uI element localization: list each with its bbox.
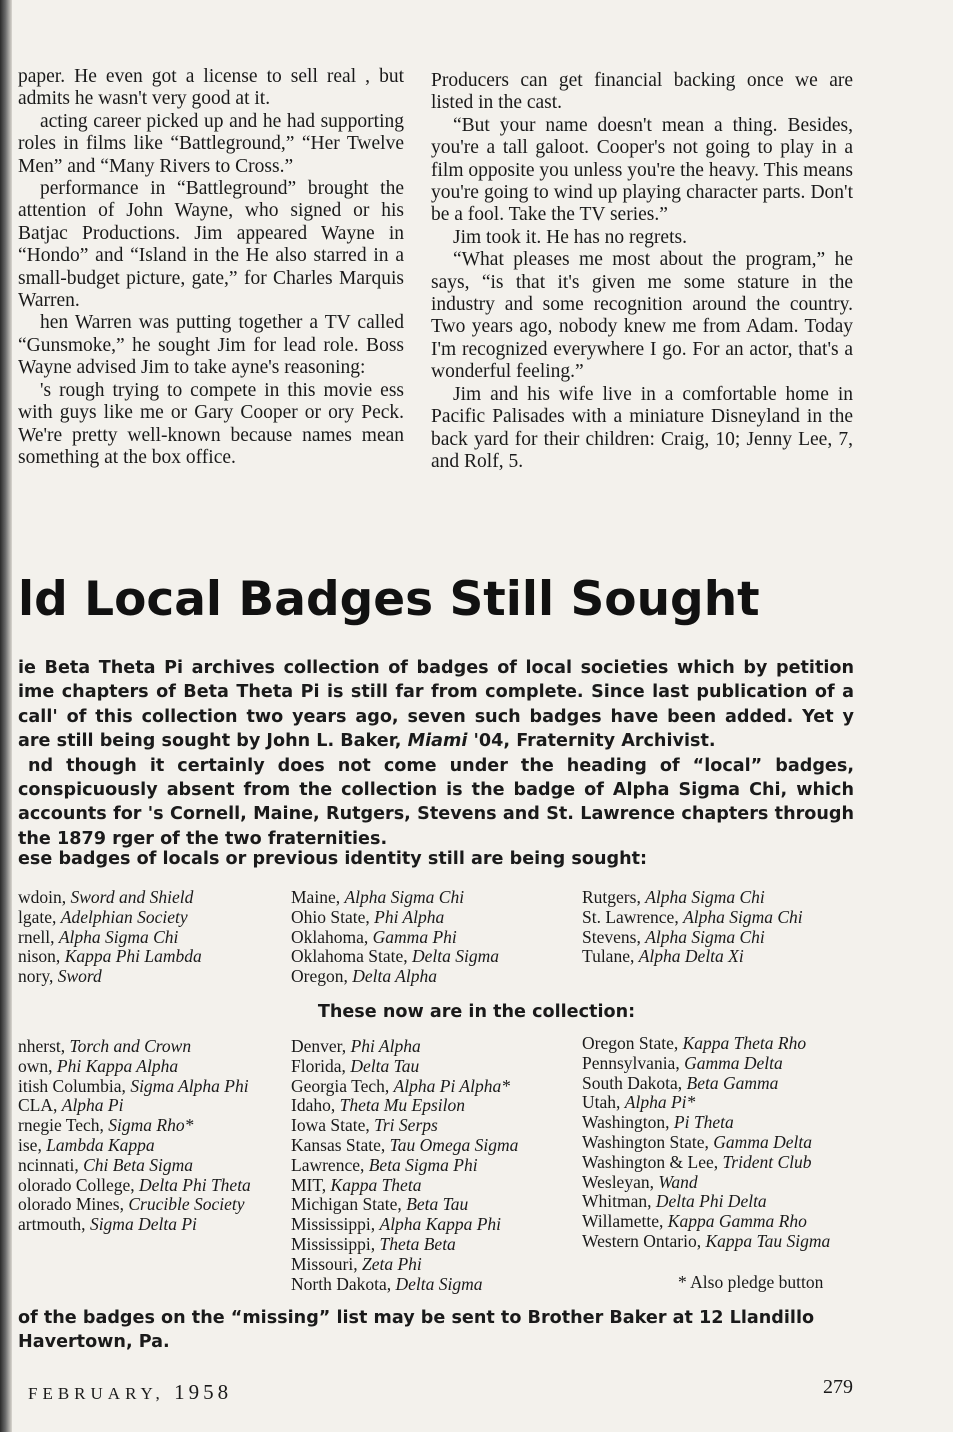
list-item-society: Alpha Pi [61,1095,124,1116]
list-item-society: Phi Alpha [350,1036,421,1056]
list-item-school: MIT, [291,1174,331,1195]
list-item-society: Tau Omega Sigma [389,1134,519,1155]
list-item-society: Alpha Sigma Chi [645,887,765,907]
list-item-society: Pi Theta [673,1112,734,1133]
list-item [18,1195,286,1215]
list-item [18,947,278,967]
list-item [18,1057,286,1077]
list-item-school: Utah, [582,1092,625,1113]
list-item [291,1195,576,1215]
article-paragraph: “What pleases me most about the program,” he says, “is that it's given me some stature in the industry and some recognition around the country. Two years ago, nobody knew me from Adam. Today I'm recognized everywhere I go. For an actor, that's a wonderful feeling.” [431,249,853,383]
list-item [582,888,852,908]
list-item [291,1156,576,1176]
article-paragraph: paper. He even got a license to sell real , but admits he wasn't very good at it. [18,66,404,110]
list-item-society: Theta Mu Epsilon [339,1095,466,1116]
list-item-school: itish Columbia, [18,1075,131,1096]
collection-list-column [291,1037,576,1294]
list-item [291,1255,576,1275]
closing-note: of the badges on the “missing” list may be sent to Brother Baker at 12 Llandillo Havertown, Pa. [18,1308,815,1353]
list-item-school: Oklahoma, [291,926,373,947]
list-item-society: Sword and Shield [70,887,194,907]
list-item-society: Lambda Kappa [46,1134,155,1155]
list-item [291,928,571,948]
article-right-column [431,70,853,473]
list-item-school: Washington, [582,1112,674,1133]
list-item [18,1096,286,1116]
list-item-society: Delta Sigma [395,1273,483,1294]
intro-text: '04, Fraternity Archivist. [467,731,716,752]
list-item-society: Kappa Theta Rho [682,1033,807,1053]
article-paragraph: 's rough trying to compete in this movie ess with guys like me or Gary Cooper or ory Peck. We're pretty well-known because names mean something at the box office. [18,379,404,468]
list-item-society: Alpha Pi Alpha* [393,1075,510,1096]
list-item-school: Idaho, [291,1095,340,1116]
list-item-school: Willamette, [582,1211,668,1232]
list-item-society: Sigma Delta Pi [89,1214,197,1235]
article-paragraph: Producers can get financial backing once we are listed in the cast. [431,70,853,114]
sought-list-column [18,888,278,987]
list-item-society: Chi Beta Sigma [83,1154,193,1175]
list-item-school: Rutgers, [582,887,646,907]
list-item-school: nherst, [18,1036,70,1056]
list-item-society: Kappa Theta [330,1174,422,1195]
list-item [582,1034,852,1054]
list-item-school: Kansas State, [291,1134,390,1155]
list-item [582,1192,852,1212]
article-headline: ld Local Badges Still Sought [18,572,760,627]
list-item-school: Michigan State, [291,1194,407,1215]
badges-intro [18,656,854,851]
list-item-society: Alpha Sigma Chi [683,906,803,927]
list-item-school: CLA, [18,1095,62,1116]
list-item-society: Gamma Delta [684,1052,783,1073]
list-item [291,1057,576,1077]
list-item-school: St. Lawrence, [582,906,684,927]
list-item-society: Delta Alpha [352,966,437,987]
collection-list-column [18,1037,286,1235]
list-item-society: Sigma Rho* [108,1115,194,1136]
list-item-society: Delta Phi Theta [139,1174,251,1195]
list-item-society: Wand [658,1171,698,1192]
list-item-school: Washington State, [582,1131,714,1152]
article-paragraph: hen Warren was putting together a TV called “Gunsmoke,” he sought Jim for lead role. Boss Wayne advised Jim to take ayne's reasoning: [18,312,404,379]
list-item-school: olorado Mines, [18,1194,129,1215]
list-item [582,1173,852,1193]
list-item-school: Wesleyan, [582,1171,659,1192]
list-item-society: Theta Beta [379,1233,456,1254]
list-item-school: Lawrence, [291,1154,369,1175]
list-item-society: Trident Club [722,1151,812,1172]
list-item-society: Alpha Delta Xi [638,946,744,967]
list-item-society: Alpha Pi* [624,1092,696,1113]
collection-list-column [582,1034,852,1252]
footer-issue-date [28,1380,232,1405]
list-item-society: Delta Sigma [412,946,500,967]
list-item-school: South Dakota, [582,1072,687,1093]
list-item-school: rnell, [18,926,59,947]
list-item-school: own, [18,1055,57,1076]
list-item-society: Phi Kappa Alpha [56,1055,179,1076]
list-item [18,1136,286,1156]
list-item [291,1037,576,1057]
intro-text: ie Beta Theta Pi archives collection of badges of local societies which by petition ime chapters of Beta Theta Pi is still far from complete. Since last publication of a call' of this collection two years ago, seven such badges have been added. Yet y are still being sought by John L. Baker, [18,658,854,752]
list-item-school: lgate, [18,906,61,927]
page-binding-edge [0,0,12,1432]
list-item [18,908,278,928]
list-item [582,1153,852,1173]
list-item [291,1215,576,1235]
list-item-society: Beta Gamma [686,1072,779,1093]
list-item [582,928,852,948]
list-item-school: nory, [18,966,58,987]
sought-list-column [582,888,852,967]
list-item [18,888,278,908]
list-item [291,1275,576,1295]
intro-school: Miami [407,731,468,752]
list-item-school: ise, [18,1134,47,1155]
list-item-society: Tri Serps [374,1115,438,1136]
list-item-society: Delta Tau [350,1055,420,1076]
list-item-school: Ohio State, [291,906,375,927]
list-item-school: Tulane, [582,946,639,967]
list-item-school: Oklahoma State, [291,946,413,967]
article-paragraph: Jim and his wife live in a comfortable home in Pacific Palisades with a miniature Disneyland in the back yard for their children: Craig, 10; Jenny Lee, 7, and Rolf, 5. [431,383,853,472]
article-left-column [18,66,404,469]
list-item [18,928,278,948]
list-item-society: Kappa Phi Lambda [64,946,202,967]
list-item-school: Mississippi, [291,1214,380,1235]
list-item-society: Kappa Tau Sigma [705,1230,831,1251]
list-item-school: Mississippi, [291,1233,380,1254]
list-item [582,1054,852,1074]
list-item-school: Iowa State, [291,1115,375,1136]
list-item-school: Missouri, [291,1253,362,1274]
list-item-society: Alpha Sigma Chi [645,926,765,947]
list-item-school: Pennsylvania, [582,1052,685,1073]
list-item-society: Phi Alpha [374,906,445,927]
list-item-school: rnegie Tech, [18,1115,109,1136]
list-item-school: Washington & Lee, [582,1151,723,1172]
list-item [582,1074,852,1094]
list-item [18,1176,286,1196]
list-item-society: Sigma Alpha Phi [130,1075,249,1096]
list-item-society: Zeta Phi [361,1253,422,1274]
list-item [582,908,852,928]
list-item [291,1116,576,1136]
intro-paragraph: nd though it certainly does not come under the heading of “local” badges, conspicuously absent from the collection is the badge of Alpha Sigma Chi, which accounts for 's Cornell, Maine, Rutgers, Stevens and St. Lawrence chapters through the 1879 rger of the two fraternities. [18,755,854,849]
list-item-school: Western Ontario, [582,1230,706,1251]
list-item-society: Adelphian Society [60,906,188,927]
list-item [18,967,278,987]
list-item-school: Whitman, [582,1191,656,1212]
list-item-society: Alpha Kappa Phi [379,1214,502,1235]
article-paragraph: acting career picked up and he had supporting roles in films like “Battleground,” “Her Twelve Men” and “Many Rivers to Cross.” [18,110,404,177]
list-item [582,1212,852,1232]
list-item [291,1136,576,1156]
sought-list-heading: ese badges of locals or previous identity still are being sought: [18,849,648,869]
list-item [582,1113,852,1133]
list-item-school: ncinnati, [18,1154,84,1175]
page-number: 279 [823,1376,853,1398]
footer-year: 1958 [174,1380,233,1404]
list-item-society: Gamma Phi [372,926,457,947]
list-item-society: Sword [57,966,102,987]
list-item-school: Stevens, [582,926,646,947]
list-item-society: Torch and Crown [69,1036,192,1056]
list-item [18,1116,286,1136]
list-item [582,1133,852,1153]
list-item-society: Alpha Sigma Chi [58,926,179,947]
list-item-school: Georgia Tech, [291,1075,394,1096]
list-item-school: Florida, [291,1055,351,1076]
list-item [18,1156,286,1176]
article-paragraph: Jim took it. He has no regrets. [453,226,687,248]
list-item [18,1077,286,1097]
list-item-school: Maine, [291,887,345,907]
list-item-society: Kappa Gamma Rho [667,1211,807,1232]
list-item [582,1232,852,1252]
collection-heading: These now are in the collection: [317,1002,636,1022]
footnote: * Also pledge button [678,1272,824,1292]
list-item [291,908,571,928]
article-paragraph: performance in “Battleground” brought the attention of John Wayne, who signed or his Batjac Productions. Jim appeared Wayne in “Hondo” and “Island in the He also starred in a small-budget picture, gate,” for Charles Marquis Warren. [18,178,404,312]
list-item [291,947,571,967]
list-item-society: Gamma Delta [713,1131,812,1152]
list-item-society: Beta Sigma Phi [368,1154,478,1175]
list-item [291,1235,576,1255]
list-item-school: Oregon State, [582,1033,683,1053]
list-item [18,1215,286,1235]
list-item-school: Oregon, [291,966,353,987]
list-item-school: North Dakota, [291,1273,396,1294]
list-item [18,1037,286,1057]
list-item [291,967,571,987]
list-item-school: nison, [18,946,65,967]
list-item-society: Crucible Society [128,1194,245,1215]
sought-list-column [291,888,571,987]
list-item-school: artmouth, [18,1214,90,1235]
article-paragraph: “But your name doesn't mean a thing. Besides, you're a tall galoot. Cooper's not going to play in a film opposite you unless you're the heavy. This means you're going to wind up playing character parts. Don't be a fool. Take the TV series.” [431,114,853,226]
list-item [291,1096,576,1116]
list-item [291,1176,576,1196]
list-item-school: wdoin, [18,887,71,907]
list-item [582,947,852,967]
list-item-society: Beta Tau [406,1194,469,1215]
list-item-society: Alpha Sigma Chi [344,887,465,907]
list-item-society: Delta Phi Delta [655,1191,767,1212]
list-item-school: olorado College, [18,1174,140,1195]
footer-month: FEBRUARY, [28,1384,165,1403]
list-item [582,1093,852,1113]
list-item-school: Denver, [291,1036,351,1056]
list-item [291,1077,576,1097]
list-item [291,888,571,908]
